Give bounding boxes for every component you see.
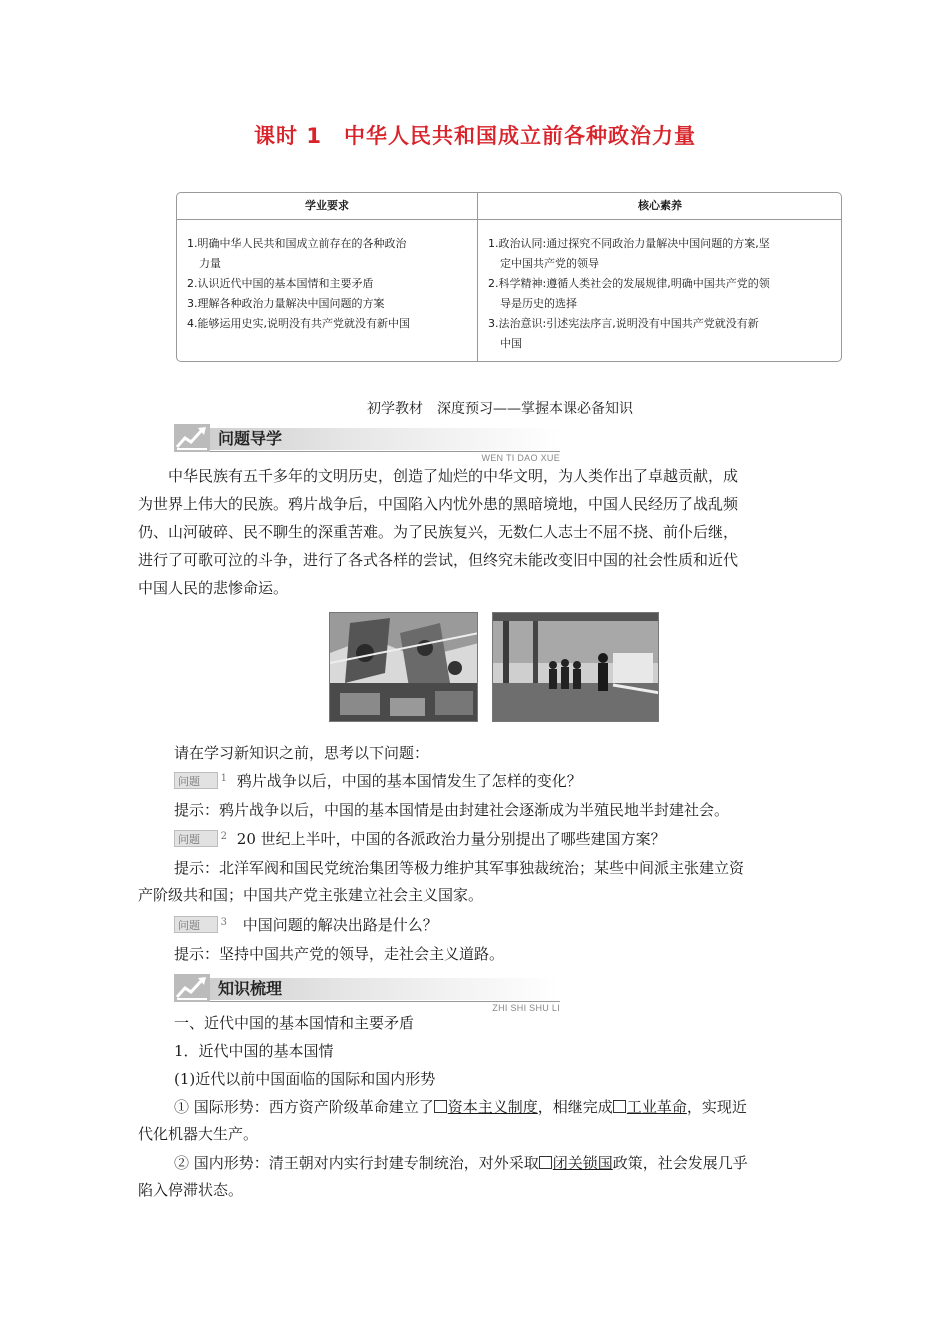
international-situation-continued: 代化机器大生产。 — [138, 1125, 259, 1143]
founding-ceremony-image — [492, 612, 659, 722]
fill-box-icon — [613, 1100, 626, 1113]
section-band-question-guide — [174, 424, 560, 463]
hint-2: 提示：北洋军阀和国民党统治集团等极力维护其军事独裁统治；某些中间派主张建立资 — [174, 859, 745, 877]
knowledge-heading-2: 1．近代中国的基本国情 — [174, 1042, 334, 1060]
hint-3: 提示：坚持中国共产党的领导，走社会主义道路。 — [174, 945, 505, 963]
lesson-number: 课时 1 — [254, 124, 322, 148]
question-2: 问题 2 20 世纪上半叶，中国的各派政治力量分别提出了哪些建国方案？ — [174, 828, 666, 850]
academic-requirements-header: 学业要求 — [177, 193, 477, 220]
hint-2-continued: 产阶级共和国；中国共产党主张建立社会主义国家。 — [138, 886, 484, 904]
trend-chart-icon — [174, 424, 210, 452]
requirements-table — [176, 192, 842, 362]
question-3: 问题 3 中国问题的解决出路是什么？ — [174, 914, 438, 936]
knowledge-heading-1: 一、近代中国的基本国情和主要矛盾 — [174, 1014, 415, 1032]
question-1: 问题 1 鸦片战争以后，中国的基本国情发生了怎样的变化？ — [174, 770, 582, 792]
requirement-item: 1.明确中华人民共和国成立前存在的各种政治 力量 — [187, 237, 407, 270]
requirement-item: 4.能够运用史实,说明没有共产党就没有新中国 — [187, 317, 410, 330]
historical-painting-image — [329, 612, 478, 722]
lesson-title: 中华人民共和国成立前各种政治力量 — [343, 124, 696, 148]
knowledge-heading-3: (1)近代以前中国面临的国际和国内形势 — [174, 1070, 436, 1088]
international-situation: ① 国际形势：西方资产阶级革命建立了 资本主义制度，相继完成 工业革命，实现近 — [174, 1098, 747, 1116]
trend-chart-icon — [174, 974, 210, 1002]
question-badge: 问题 3 — [174, 916, 218, 933]
domestic-situation-continued: 陷入停滞状态。 — [138, 1181, 244, 1199]
band-subtitle: WEN TI DAO XUE — [481, 453, 560, 463]
domestic-situation: ② 国内形势：清王朝对内实行封建专制统治，对外采取 闭关锁国政策，社会发展几乎 — [174, 1154, 748, 1172]
band-title: 知识梳理 — [218, 979, 283, 998]
fill-box-icon — [539, 1156, 552, 1169]
fill-box-icon — [434, 1100, 447, 1113]
section-band-knowledge-review — [174, 974, 560, 1013]
core-literacy-header: 核心素养 — [478, 193, 842, 220]
literacy-item: 2.科学精神:遵循人类社会的发展规律,明确中国共产党的领 导是历史的选择 — [488, 277, 770, 310]
intro-paragraph: 中华民族有五千多年的文明历史，创造了灿烂的中华文明，为人类作出了卓越贡献，成 为世界上伟大的民族。鸦片战争后，中国陷入内忧外患的黑暗境地，中国人民经历了战乱频 仍、山河破碎、民不聊生的深重苦难。为了民族复兴，无数仁人志士不屈不挠、前仆后继， 进行了可歌可泣的斗争，进行了各式各样的尝试，但终究未能改变旧中国的社会性质和近代 中国人民的悲惨命运。 — [138, 467, 739, 597]
band-subtitle: ZHI SHI SHU LI — [492, 1003, 560, 1013]
literacy-item: 3.法治意识:引述宪法序言,说明没有中国共产党就没有新 中国 — [488, 317, 759, 350]
literacy-item: 1.政治认同:通过探究不同政治力量解决中国问题的方案,坚 定中国共产党的领导 — [488, 237, 770, 270]
question-badge: 问题 1 — [174, 772, 218, 789]
prompt-text: 请在学习新知识之前，思考以下问题： — [174, 744, 430, 762]
answer-blank: 闭关锁国 — [552, 1154, 613, 1172]
section-caption: 初学教材 深度预习——掌握本课必备知识 — [367, 401, 633, 417]
question-badge: 问题 2 — [174, 830, 218, 847]
core-literacy-column — [477, 193, 842, 361]
hint-1: 提示：鸦片战争以后，中国的基本国情是由封建社会逐渐成为半殖民地半封建社会。 — [174, 801, 730, 819]
academic-requirements-column — [177, 193, 477, 361]
page-title — [0, 120, 950, 150]
band-title: 问题导学 — [218, 429, 283, 448]
answer-blank: 资本主义制度 — [447, 1098, 538, 1116]
requirement-item: 2.认识近代中国的基本国情和主要矛盾 — [187, 277, 374, 290]
requirement-item: 3.理解各种政治力量解决中国问题的方案 — [187, 297, 385, 310]
answer-blank: 工业革命 — [626, 1098, 687, 1116]
